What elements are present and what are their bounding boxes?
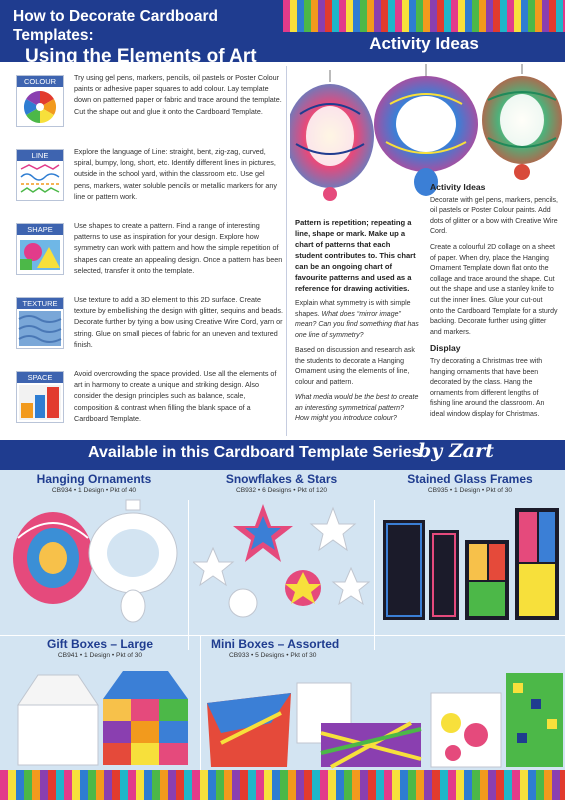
research-paragraph: Based on discussion and research ask the students to decorate a Hanging Ornament using the elements of line, colour and pattern. xyxy=(295,347,415,386)
element-label: TEXTURE xyxy=(17,298,63,309)
page-title-line1: How to Decorate Cardboard Templates: xyxy=(13,8,218,44)
symmetry-paragraph xyxy=(295,299,419,341)
element-shape xyxy=(14,220,282,294)
element-label: SPACE xyxy=(17,372,63,383)
pattern-text-column xyxy=(295,217,419,430)
activity-text-column xyxy=(430,182,558,425)
activity-ideas-title: Activity Ideas xyxy=(369,34,479,53)
product-name: Hanging Ornaments xyxy=(36,472,152,486)
header-right xyxy=(283,0,565,62)
activity-paragraph-1: Decorate with gel pens, markers, pencils, oil pastels or Poster Colour paints. Add dots of glitter or a bow with Creative Wire Cord. xyxy=(430,196,558,236)
product-name: Snowflakes & Stars xyxy=(225,472,338,486)
zart-logo: by Zart xyxy=(418,440,494,462)
colour-wheel-icon xyxy=(16,75,64,127)
product-hanging-ornaments[interactable] xyxy=(0,472,188,635)
symmetry-plain: Explain what symmetry is with simple shapes. xyxy=(295,300,411,318)
product-gift-boxes-large[interactable] xyxy=(0,637,200,772)
product-name: Mini Boxes – Assorted xyxy=(211,637,340,651)
series-title: Available in this Cardboard Template Series xyxy=(88,444,421,461)
product-snowflakes-stars[interactable] xyxy=(189,472,374,635)
element-colour xyxy=(14,72,282,146)
element-label: COLOUR xyxy=(17,76,63,87)
product-stained-glass-frames[interactable] xyxy=(375,472,565,635)
product-details: CB933 • 5 Designs • Pkt of 30 xyxy=(229,652,317,659)
product-details: CB941 • 1 Design • Pkt of 30 xyxy=(57,652,143,659)
element-texture xyxy=(14,294,282,368)
product-name: Gift Boxes – Large xyxy=(46,637,154,651)
pattern-lead: Pattern is repetition; repeating a line, shape or mark. Make up a chart of patterns that each student contributes to. This chart can be an ongoing chart of favourite patterns and used as a reference for drawing activities. xyxy=(295,218,416,293)
display-paragraph: Try decorating a Christmas tree with hanging ornaments that have been decorated by the class. Hang the ornaments from different lengths of fishing line around the classroom. An ideal window display for Christmas. xyxy=(430,357,545,418)
display-heading: Display xyxy=(430,343,461,354)
media-question: What media would be the best to create an interesting symmetrical pattern? How might you introduce colour? xyxy=(295,394,419,422)
header-left xyxy=(0,0,283,67)
element-text: Try using gel pens, markers, pencils, oil pastels or Poster Colour paints or adhesive paper squares to add colour. Lay template down on patterned paper or fabric and trace around the template. Cut the shape out and glue it onto the Cardboard Template. xyxy=(74,73,282,116)
product-details: CB932 • 6 Designs • Pkt of 120 xyxy=(235,487,328,494)
element-label: LINE xyxy=(17,150,63,161)
space-icon xyxy=(16,371,64,423)
element-label: SHAPE xyxy=(17,224,63,235)
product-details: CB935 • 1 Design • Pkt of 30 xyxy=(427,487,513,494)
element-space xyxy=(14,368,282,442)
footer-stripes-pattern-icon xyxy=(0,770,565,800)
element-text: Avoid overcrowding the space provided. Use all the elements of art in harmony to create a unique and striking design. Also consider the design principles such as balance, scale, composition & contrast when filling the blank space of a Cardboard Template. xyxy=(74,369,277,423)
page-title-line2: Using the Elements of Art xyxy=(25,46,257,67)
texture-icon xyxy=(16,297,64,349)
snowflakes-stars-image xyxy=(193,498,371,628)
shapes-icon xyxy=(16,223,64,275)
element-text: Use shapes to create a pattern. Find a range of interesting patterns to use as inspiration for your design. Explore how symmetry can work with pattern and how the simple repetition of shapes can create an appealing design. Once a pattern has been selected, transfer it onto the template. xyxy=(74,221,283,275)
element-line xyxy=(14,146,282,220)
hanging-ornament-image xyxy=(8,498,183,628)
mini-boxes-image xyxy=(201,663,565,771)
template-series-section xyxy=(0,440,565,800)
column-divider xyxy=(286,66,287,436)
product-mini-boxes-assorted[interactable] xyxy=(201,637,565,772)
product-details: CB934 • 1 Design • Pkt of 40 xyxy=(51,487,137,494)
stained-glass-frames-image xyxy=(381,500,561,628)
symmetry-question: What does “mirror image” mean? Can you find something that has one line of symmetry? xyxy=(295,310,419,339)
activity-ideas-heading: Activity Ideas xyxy=(430,182,486,192)
line-pattern-icon xyxy=(16,149,64,201)
gift-boxes-image xyxy=(8,665,196,770)
activity-paragraph-2: Create a colourful 2D collage on a sheet of paper. When dry, place the Hanging Ornament Template down flat onto the collage and trace around the shape. Cut out the shape and use a stanley knife to cut the inner lines. Glue your cut-out onto the Cardboard Template for a sturdy backing. Decorate further using glitter and markers. xyxy=(430,243,558,336)
element-text: Use texture to add a 3D element to this 2D surface. Create texture by embellishing the design with glitter, sequins and beads. Decorate further by tying a bow using Creative Wire Cord, yarn or string. Glue on small pieces of fabric for an uneven and textured finish. xyxy=(74,295,283,349)
product-name: Stained Glass Frames xyxy=(407,472,533,486)
element-text: Explore the language of Line: straight, bent, zig-zag, curved, spiral, bumpy, long, short, etc. Identify different lines in pictures, outside in the school yard, within the classroom etc. Use gel pens, markers, water soluble pencils or metallic markers for any line or pattern work. xyxy=(74,147,277,201)
elements-list xyxy=(14,72,282,442)
